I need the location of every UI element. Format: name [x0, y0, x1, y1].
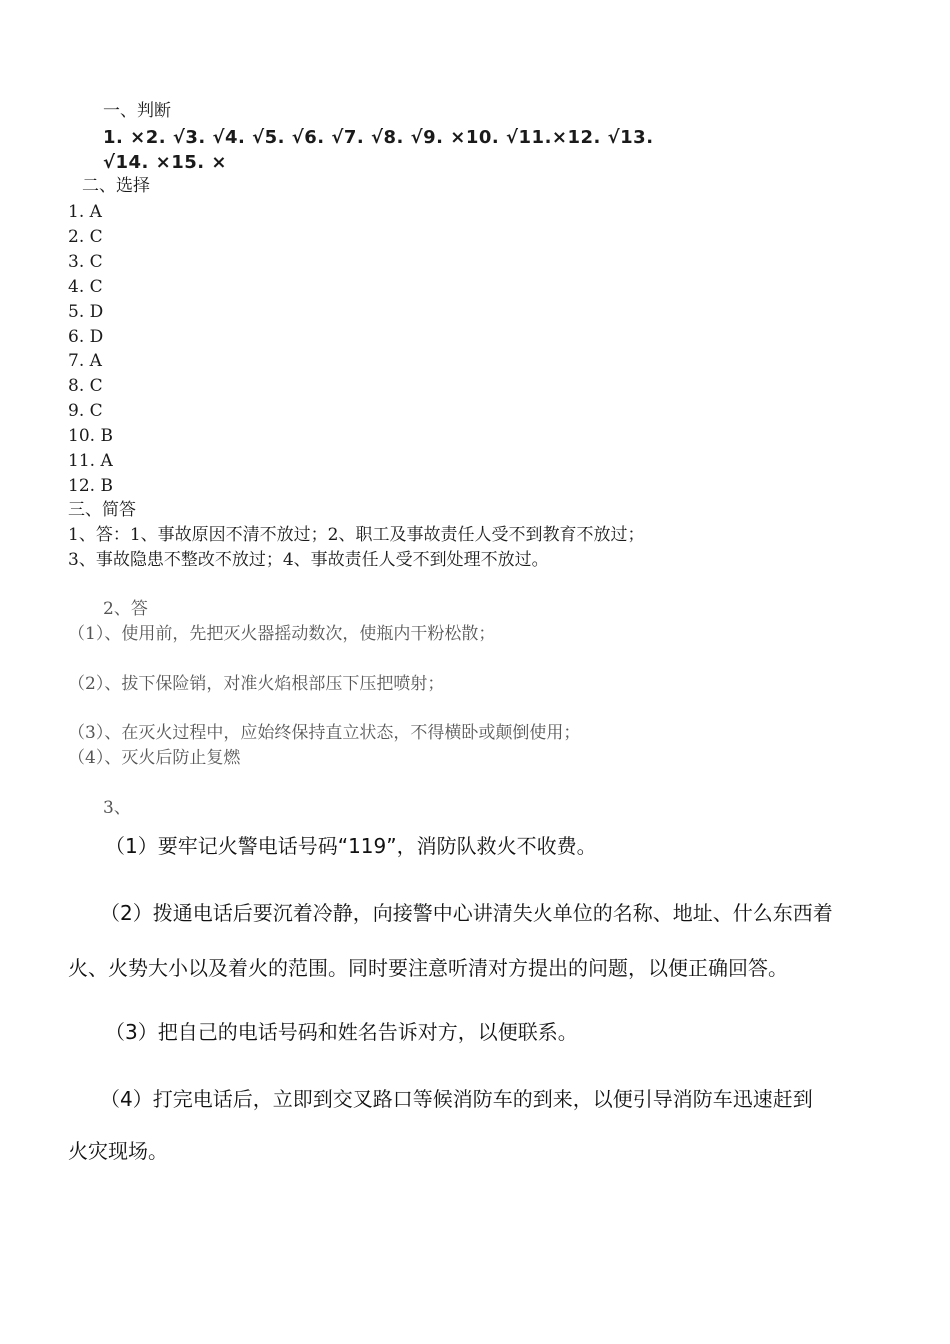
q2-item: （4）、灭火后防止复燃	[68, 748, 241, 768]
choice-answer-item: 3. C	[68, 252, 103, 272]
choice-answer-item: 1. A	[68, 202, 102, 222]
choice-answer-item: 7. A	[68, 351, 102, 371]
q3-paragraph-3: （3）把自己的电话号码和姓名告诉对方，以便联系。	[105, 1020, 578, 1044]
q2-item: （2）、拔下保险销，对准火焰根部压下压把喷射；	[68, 674, 445, 694]
choice-answer-item: 6. D	[68, 327, 104, 347]
choice-answer-item: 2. C	[68, 227, 103, 247]
q3-label: 3、	[103, 798, 131, 818]
choice-answer-item: 4. C	[68, 277, 103, 297]
choice-answer-item: 5. D	[68, 302, 104, 322]
q3-paragraph-4-line-1: （4）打完电话后，立即到交叉路口等候消防车的到来，以便引导消防车迅速赶到	[100, 1087, 813, 1111]
q3-paragraph-2-line-2: 火、火势大小以及着火的范围。同时要注意听清对方提出的问题，以便正确回答。	[68, 956, 788, 980]
q2-label: 2、答	[103, 599, 148, 619]
choice-answer-item: 8. C	[68, 376, 103, 396]
judgment-answers-line-1: 1. ×2. √3. √4. √5. √6. √7. √8. √9. ×10. √11.×12. √13.	[103, 127, 654, 148]
choice-answer-item: 10. B	[68, 426, 113, 446]
q2-item: （3）、在灭火过程中，应始终保持直立状态，不得横卧或颠倒使用；	[68, 723, 581, 743]
q2-item: （1）、使用前，先把灭火器摇动数次，使瓶内干粉松散；	[68, 624, 496, 644]
q1-answer-line-2: 3、事故隐患不整改不放过；4、事故责任人受不到处理不放过。	[68, 550, 549, 570]
choice-answer-item: 11. A	[68, 451, 113, 471]
q3-paragraph-1: （1）要牢记火警电话号码“119”，消防队救火不收费。	[105, 834, 597, 858]
section-heading-short-answer: 三、简答	[68, 500, 136, 520]
q3-paragraph-2-line-1: （2）拨通电话后要沉着冷静，向接警中心讲清失火单位的名称、地址、什么东西着	[100, 901, 833, 925]
judgment-answers-line-2: √14. ×15. ×	[103, 152, 227, 173]
choice-answer-item: 12. B	[68, 476, 113, 496]
choice-answer-item: 9. C	[68, 401, 103, 421]
section-heading-judgment: 一、判断	[103, 101, 171, 121]
section-heading-choice: 二、选择	[82, 176, 150, 196]
q3-paragraph-4-line-2: 火灾现场。	[68, 1139, 168, 1163]
q1-answer-line-1: 1、答：1、事故原因不清不放过；2、职工及事故责任人受不到教育不放过；	[68, 525, 645, 545]
